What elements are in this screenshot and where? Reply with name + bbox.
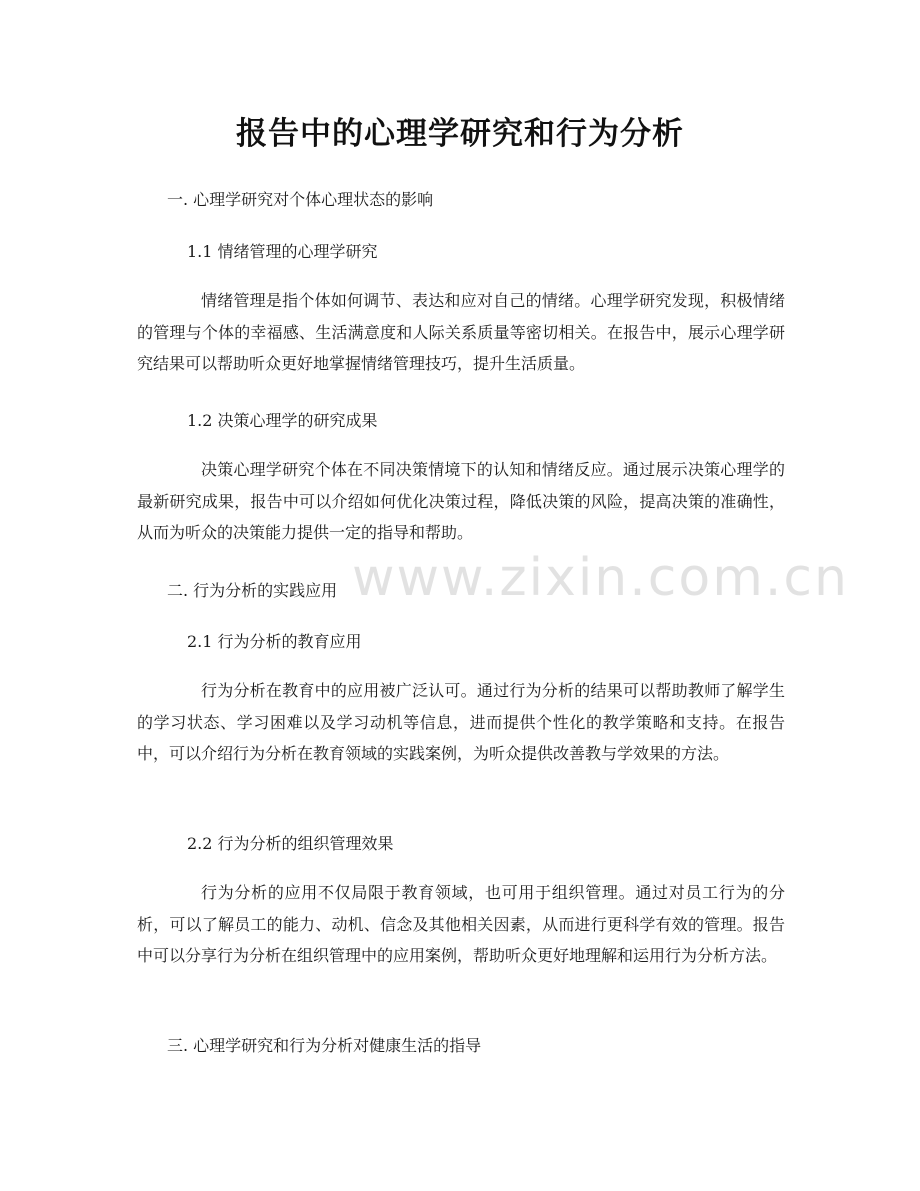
section-heading-1: 一. 心理学研究对个体心理状态的影响 — [167, 190, 434, 209]
subsection-heading-2-2: 2.2 行为分析的组织管理效果 — [187, 834, 394, 853]
paragraph-1-1: 情绪管理是指个体如何调节、表达和应对自己的情绪。心理学研究发现，积极情绪的管理与个体的幸福感、生活满意度和人际关系质量等密切相关。在报告中，展示心理学研究结果可以帮助听众更好地掌握情绪管理技巧，提升生活质量。 — [137, 291, 785, 373]
section-heading-3: 三. 心理学研究和行为分析对健康生活的指导 — [167, 1036, 482, 1055]
subsection-heading-1-1: 1.1 情绪管理的心理学研究 — [187, 242, 378, 261]
paragraph-1-2: 决策心理学研究个体在不同决策情境下的认知和情绪反应。通过展示决策心理学的最新研究成果，报告中可以介绍如何优化决策过程，降低决策的风险，提高决策的准确性，从而为听众的决策能力提供一定的指导和帮助。 — [137, 460, 785, 542]
subsection-heading-1-2: 1.2 决策心理学的研究成果 — [187, 411, 378, 430]
document-title: 报告中的心理学研究和行为分析 — [236, 116, 684, 152]
subsection-heading-2-1: 2.1 行为分析的教育应用 — [187, 632, 362, 651]
section-heading-2: 二. 行为分析的实践应用 — [167, 581, 338, 600]
watermark-text: www.zixin.com.cn — [352, 548, 849, 608]
paragraph-2-1: 行为分析在教育中的应用被广泛认可。通过行为分析的结果可以帮助教师了解学生的学习状态、学习困难以及学习动机等信息，进而提供个性化的教学策略和支持。在报告中，可以介绍行为分析在教育领域的实践案例，为听众提供改善教与学效果的方法。 — [137, 681, 785, 763]
paragraph-2-2: 行为分析的应用不仅局限于教育领域，也可用于组织管理。通过对员工行为的分析，可以了解员工的能力、动机、信念及其他相关因素，从而进行更科学有效的管理。报告中可以分享行为分析在组织管理中的应用案例，帮助听众更好地理解和运用行为分析方法。 — [137, 883, 785, 965]
